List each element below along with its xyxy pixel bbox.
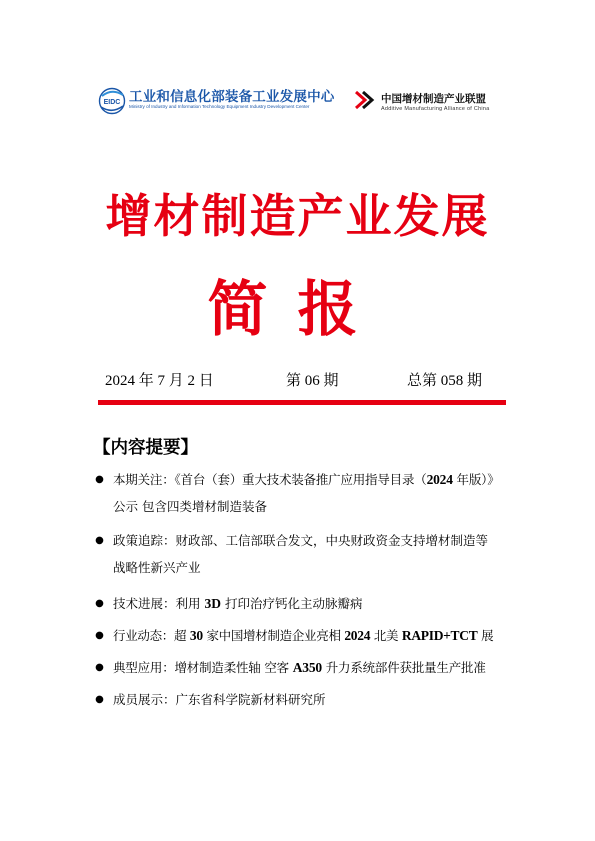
eidc-logo bbox=[97, 84, 335, 124]
issue-total: 总第 058 期 bbox=[407, 373, 483, 389]
svg-text:EIDC: EIDC bbox=[103, 99, 121, 106]
bullet-icon: ● bbox=[95, 630, 104, 641]
bullet-icon: ● bbox=[95, 474, 104, 485]
eidc-name-en: Ministry of Industry and Information Technology Equipment Industry Development Center bbox=[129, 104, 310, 109]
bullet-icon: ● bbox=[95, 662, 104, 673]
bullet-icon: ● bbox=[95, 535, 104, 546]
eidc-logo-icon bbox=[97, 86, 127, 116]
amac-logo-icon bbox=[353, 89, 375, 111]
contents-heading: 【内容提要】 bbox=[93, 438, 198, 458]
bulletin-subtitle: 简报 bbox=[207, 275, 388, 345]
issue-number: 第 06 期 bbox=[286, 373, 339, 389]
amac-name-cn: 中国增材制造产业联盟 bbox=[381, 93, 486, 105]
bulletin-title: 增材制造产业发展 bbox=[105, 189, 490, 243]
red-divider bbox=[98, 400, 506, 405]
issue-date: 2024 年 7 月 2 日 bbox=[105, 373, 214, 389]
amac-name-en: Additive Manufacturing Alliance of China bbox=[381, 106, 490, 112]
eidc-name-cn: 工业和信息化部装备工业发展中心 bbox=[129, 89, 335, 105]
bullet-icon: ● bbox=[95, 598, 104, 609]
bullet-icon: ● bbox=[95, 694, 104, 705]
amac-logo bbox=[353, 87, 513, 117]
